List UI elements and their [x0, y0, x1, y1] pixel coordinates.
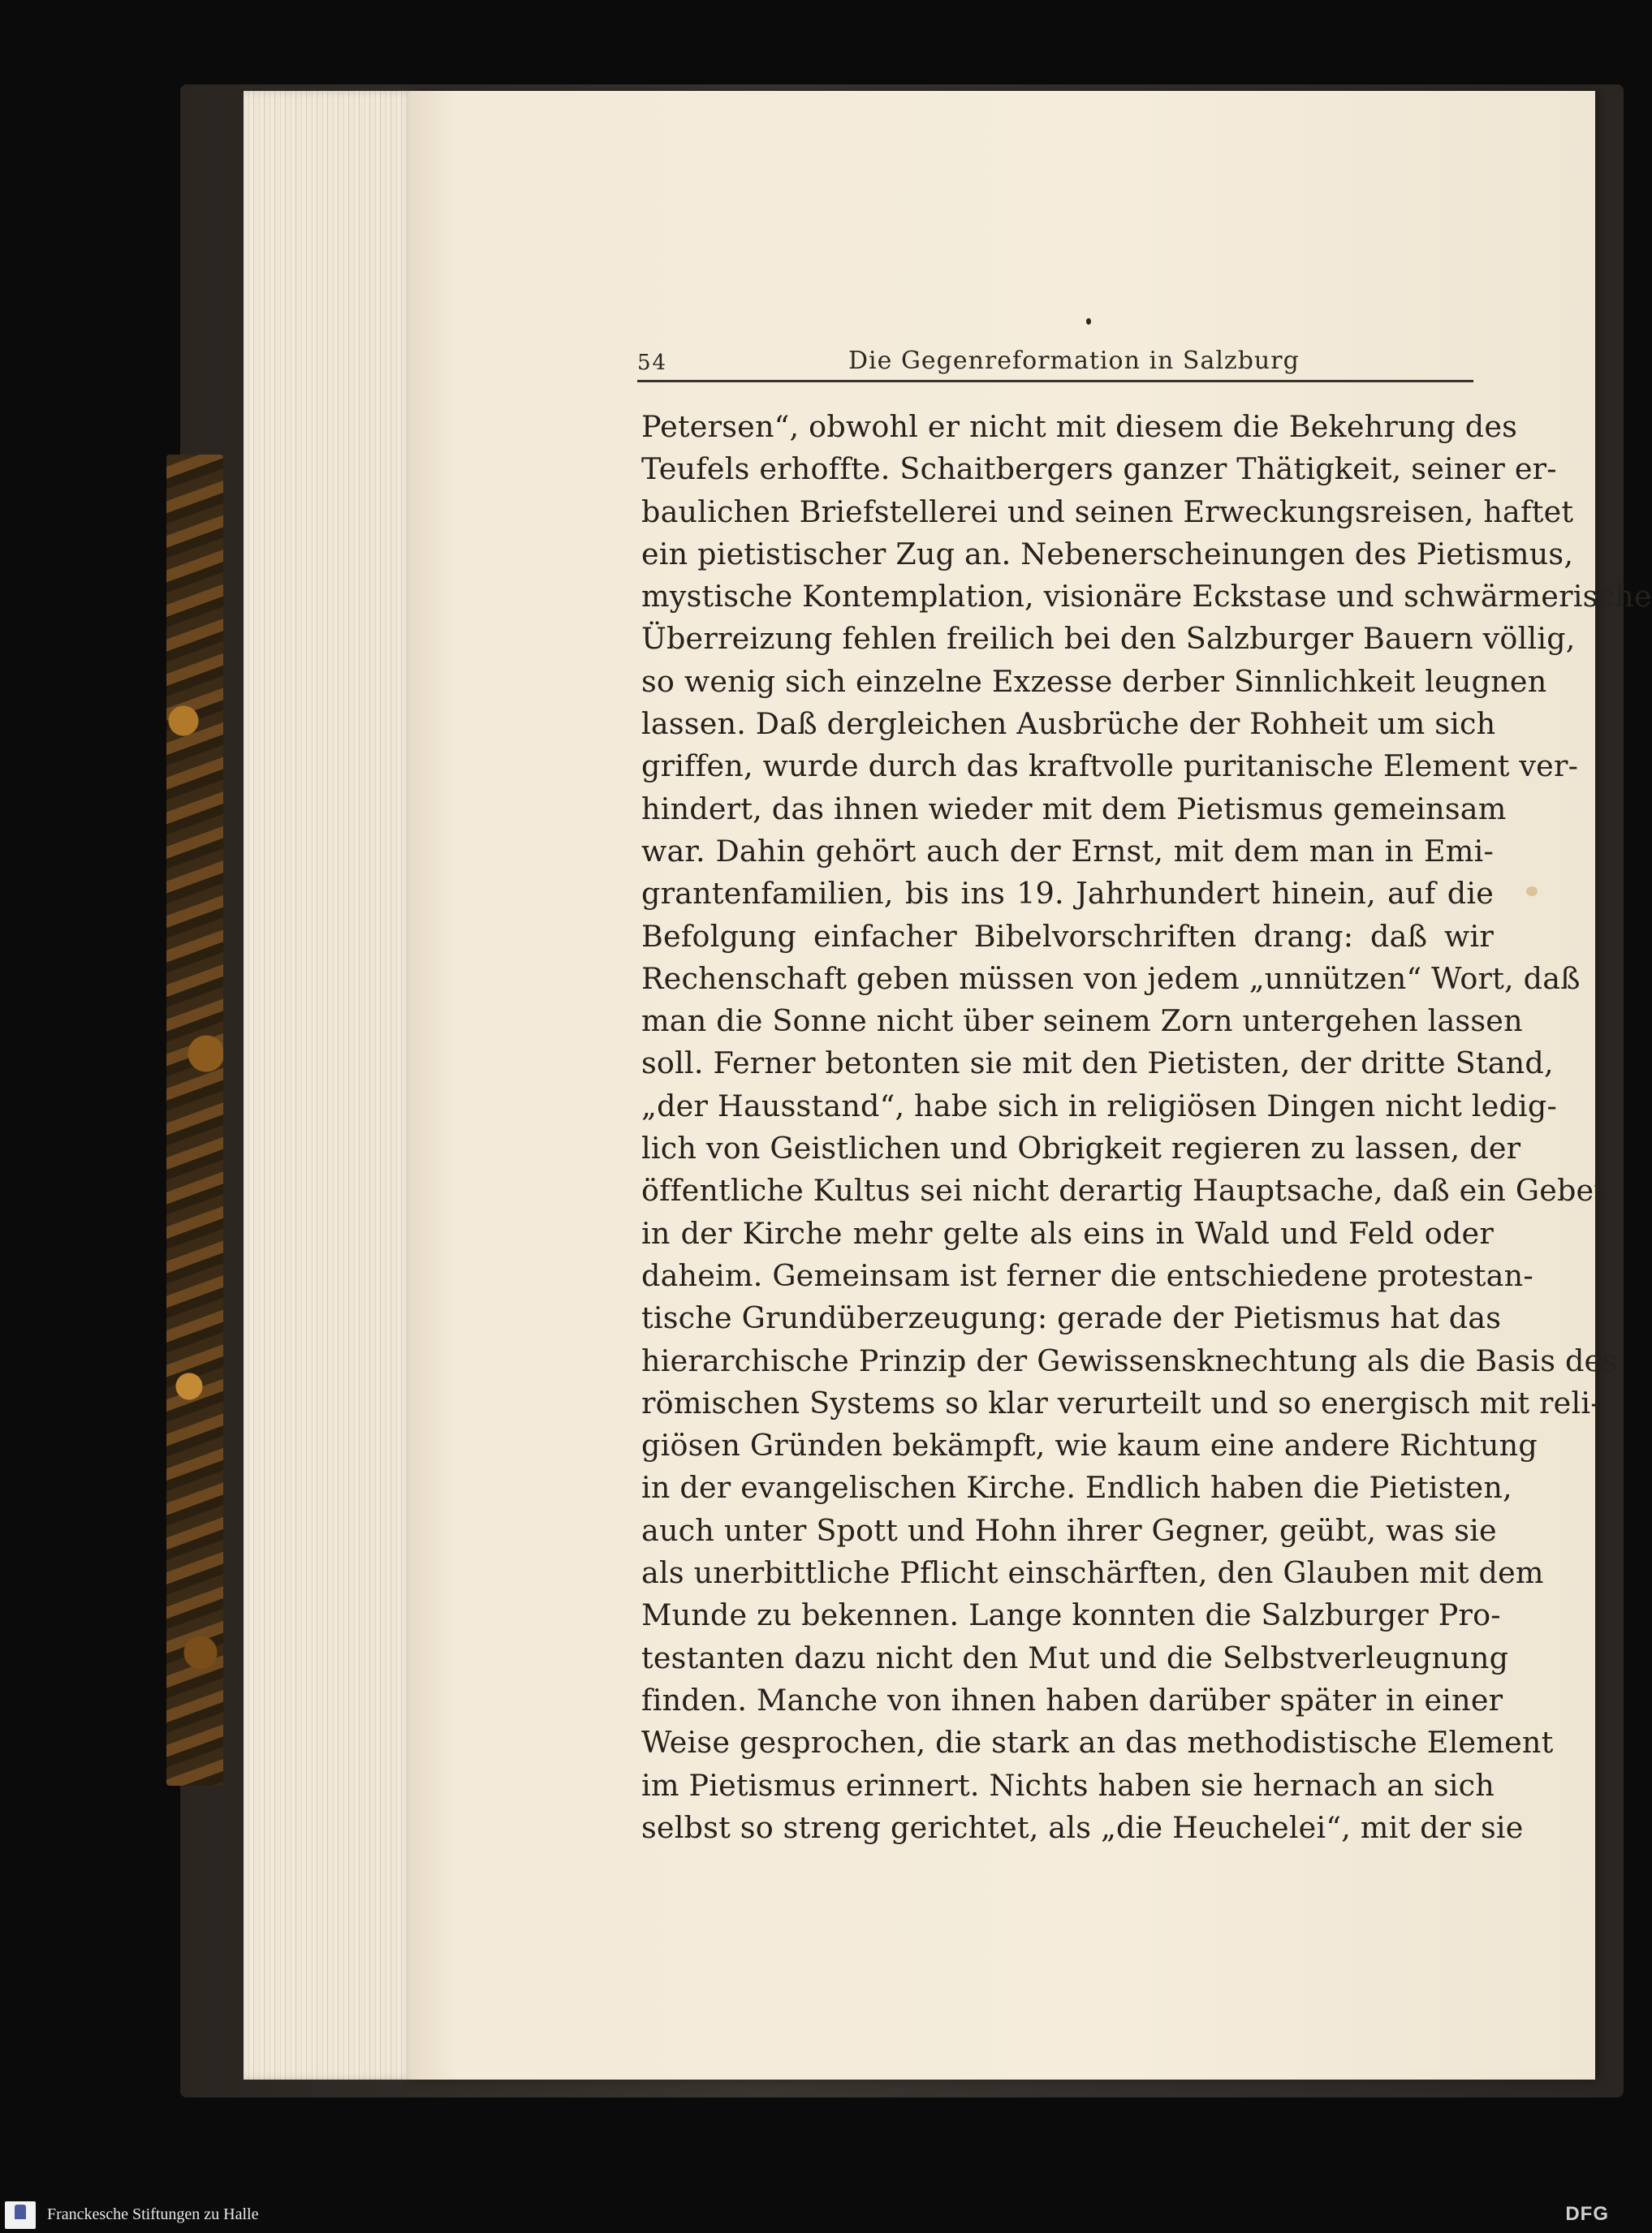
dfg-logo: DFG	[1565, 2203, 1609, 2225]
paper-stain	[1526, 886, 1538, 896]
viewer-footer	[0, 2198, 1624, 2233]
text-line: grantenfamilien, bis ins 19. Jahrhundert hinein, auf die	[641, 876, 1494, 912]
text-line: Überreizung fehlen freilich bei den Salzburger Bauern völlig,	[641, 621, 1576, 657]
text-line: finden. Manche von ihnen haben darüber später in einer	[641, 1682, 1503, 1718]
text-line: Teufels erhoffte. Schaitbergers ganzer Thätigkeit, seiner er-	[641, 451, 1557, 487]
text-line: hindert, das ihnen wieder mit dem Pietismus gemeinsam	[641, 791, 1507, 826]
text-line: lassen. Daß dergleichen Ausbrüche der Rohheit um sich	[641, 706, 1496, 742]
institution-name: Franckesche Stiftungen zu Halle	[47, 2205, 259, 2223]
running-title: Die Gegenreformation in Salzburg	[848, 347, 1300, 375]
text-line: war. Dahin gehört auch der Ernst, mit dem man in Emi-	[641, 833, 1494, 869]
text-line: römischen Systems so klar verurteilt und so energisch mit reli-	[641, 1385, 1601, 1420]
body-text	[641, 406, 1652, 1849]
page-number: 54	[637, 351, 668, 375]
text-line: mystische Kontemplation, visionäre Eckstase und schwärmerische	[641, 579, 1652, 614]
text-line: selbst so streng gerichtet, als „die Heuchelei“, mit der sie	[641, 1809, 1524, 1845]
text-line: auch unter Spott und Hohn ihrer Gegner, geübt, was sie	[641, 1512, 1497, 1548]
page-edges	[244, 91, 422, 2080]
text-line: hierarchische Prinzip der Gewissensknechtung als die Basis des	[641, 1343, 1618, 1378]
text-line: daheim. Gemeinsam ist ferner die entschiedene protestan-	[641, 1257, 1533, 1293]
ink-mark	[1086, 318, 1091, 325]
text-line: in der Kirche mehr gelte als eins in Wald und Feld oder	[641, 1215, 1494, 1251]
text-line: baulichen Briefstellerei und seinen Erweckungsreisen, haftet	[641, 494, 1574, 529]
text-line: Munde zu bekennen. Lange konnten die Salzburger Pro-	[641, 1597, 1501, 1633]
text-line: tische Grundüberzeugung: gerade der Pietismus hat das	[641, 1300, 1502, 1336]
text-line: soll. Ferner betonten sie mit den Pietisten, der dritte Stand,	[641, 1045, 1554, 1081]
text-line: giösen Gründen bekämpft, wie kaum eine andere Richtung	[641, 1428, 1538, 1464]
text-line: ein pietistischer Zug an. Nebenerscheinungen des Pietismus,	[641, 536, 1574, 571]
text-line: Weise gesprochen, die stark an das methodistische Element	[641, 1725, 1554, 1761]
text-line: so wenig sich einzelne Exzesse derber Sinnlichkeit leugnen	[641, 663, 1547, 699]
institution-logo-icon	[5, 2201, 36, 2229]
text-line: Petersen“, obwohl er nicht mit diesem die Bekehrung des	[641, 409, 1518, 444]
text-line: man die Sonne nicht über seinem Zorn untergehen lassen	[641, 1003, 1523, 1039]
text-line: Befolgung einfacher Bibelvorschriften drang: daß wir	[641, 918, 1494, 954]
text-line: Rechenschaft geben müssen von jedem „unnützen“ Wort, daß	[641, 960, 1581, 996]
text-line: lich von Geistlichen und Obrigkeit regieren zu lassen, der	[641, 1131, 1521, 1166]
text-line: griffen, wurde durch das kraftvolle puritanische Element ver-	[641, 748, 1579, 784]
text-line: testanten dazu nicht den Mut und die Selbstverleugnung	[641, 1640, 1509, 1675]
text-line: im Pietismus erinnert. Nichts haben sie hernach an sich	[641, 1767, 1495, 1803]
running-header	[637, 334, 1473, 382]
marbled-endpaper	[166, 455, 223, 1786]
text-line: öffentliche Kultus sei nicht derartig Hauptsache, daß ein Gebet	[641, 1173, 1607, 1209]
text-line: als unerbittliche Pflicht einschärften, den Glauben mit dem	[641, 1555, 1544, 1591]
text-line: in der evangelischen Kirche. Endlich haben die Pietisten,	[641, 1470, 1512, 1506]
text-line: „der Hausstand“, habe sich in religiösen Dingen nicht ledig-	[641, 1088, 1558, 1123]
